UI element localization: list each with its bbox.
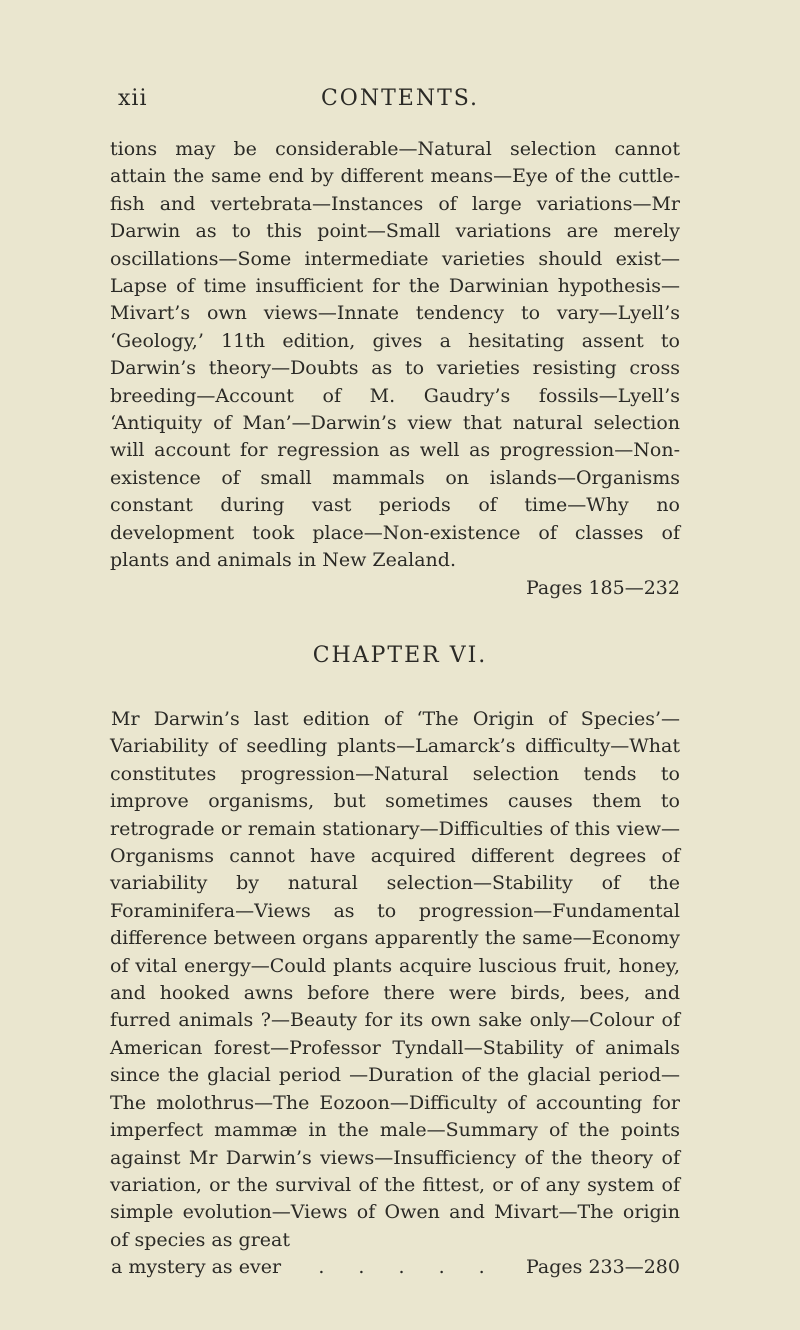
page-number: xii (118, 86, 148, 111)
running-title: CONTENTS. (320, 86, 480, 111)
chapter-6-heading: CHAPTER VI. (312, 643, 488, 668)
chapter-5-summary (110, 136, 680, 602)
chapter-5-page-range: Pages 185—232 (526, 576, 680, 599)
chapter-6-last-line (110, 1254, 680, 1281)
leader-dots: . . . . . (318, 1256, 499, 1279)
chapter-6-last-line-text: a mystery as ever (111, 1256, 282, 1279)
chapter-6-summary-text: Mr Darwin’s last edition of ‘The Origin of Species’—Variability of seedling plants—Lamarck’s difficulty—What constitutes progression—Natural selection tends to improve organisms, but sometimes causes them to retrograde or remain stationary—Difficulties of this view— Organisms cannot have acquired different degrees of variability by natural selection—Stability of the Foraminifera—Views as to progression—Fundamental difference between organs apparently the same—Economy of vital energy—Could plants acquire luscious fruit, honey, and hooked awns before there were birds, bees, and furred animals ?—Beauty for its own sake only—Colour of American forest—Professor Tyndall—Stability of animals since the glacial period —Duration of the glacial period—The molothrus—The Eozoon—Difficulty of accounting for imperfect mammæ in the male—Summary of the points against Mr Darwin’s views—Insufficiency of the theory of variation, or the survival of the fittest, or of any system of simple evolution—Views of Owen and Mivart—The origin of species as great (110, 708, 680, 1251)
chapter-6-summary (110, 706, 680, 1282)
chapter-5-summary-text: tions may be considerable—Natural selection cannot attain the same end by different means—Eye of the cuttle-fish and vertebrata—Instances of large variations—Mr Darwin as to this point—Small variations are merely oscillations—Some intermediate varieties should exist—Lapse of time insufficient for the Darwinian hypothesis—Mivart’s own views—Innate tendency to vary—Lyell’s ‘Geology,’ 11th edition, gives a hesitating assent to Darwin’s theory—Doubts as to varieties resisting cross breeding—Account of M. Gaudry’s fossils—Lyell’s ‘Antiquity of Man’—Darwin’s view that natural selection will account for regression as well as progression—Non-existence of small mammals on islands—Organisms constant during vast periods of time—Why no development took place—Non-existence of classes of plants and animals in New Zealand. (110, 138, 680, 572)
chapter-6-page-range: Pages 233—280 (526, 1256, 680, 1279)
